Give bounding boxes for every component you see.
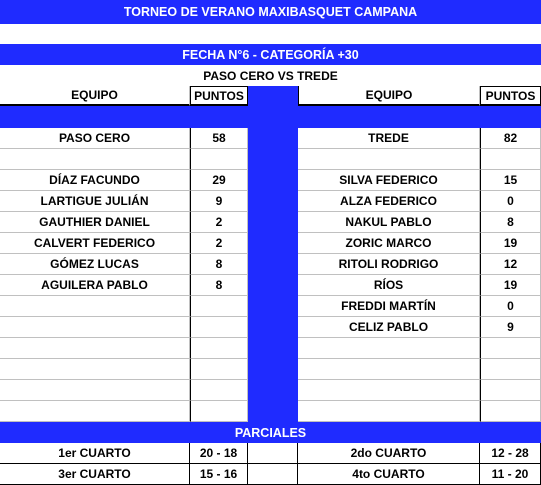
quarter-label: 4to CUARTO — [298, 464, 480, 485]
quarter-label: 1er CUARTO — [0, 443, 190, 464]
left-player-points: 29 — [190, 170, 248, 191]
matchup-title: PASO CERO VS TREDE — [203, 68, 338, 83]
left-team-points: 58 — [190, 128, 248, 149]
empty-cell — [298, 359, 480, 380]
empty-cell — [190, 149, 248, 170]
empty-cell — [0, 401, 190, 422]
empty-cell — [480, 380, 541, 401]
right-puntos-header: PUNTOS — [480, 86, 541, 106]
spacer-cell — [248, 464, 298, 485]
empty-cell — [298, 149, 480, 170]
left-puntos-header: PUNTOS — [190, 86, 248, 106]
empty-cell — [190, 401, 248, 422]
right-equipo-header: EQUIPO — [298, 86, 480, 106]
right-player-points: 19 — [480, 233, 541, 254]
left-player-name: GAUTHIER DANIEL — [0, 212, 190, 233]
right-player-name: FREDDI MARTÍN — [298, 296, 480, 317]
quarter-score: 20 - 18 — [190, 443, 248, 464]
right-player-name: ZORIC MARCO — [298, 233, 480, 254]
quarter-score: 11 - 20 — [480, 464, 541, 485]
empty-cell — [480, 149, 541, 170]
right-player-points: 0 — [480, 191, 541, 212]
right-player-name: RÍOS — [298, 275, 480, 296]
parciales-header: PARCIALES — [0, 422, 541, 443]
left-player-name: DÍAZ FACUNDO — [0, 170, 190, 191]
fecha-header: FECHA N°6 - CATEGORÍA +30 — [0, 44, 541, 65]
left-player-name: AGUILERA PABLO — [0, 275, 190, 296]
quarter-score: 12 - 28 — [480, 443, 541, 464]
quarter-score: 15 - 16 — [190, 464, 248, 485]
empty-cell — [298, 338, 480, 359]
empty-cell — [190, 338, 248, 359]
empty-cell — [480, 401, 541, 422]
empty-cell — [0, 338, 190, 359]
left-player-name: LARTIGUE JULIÁN — [0, 191, 190, 212]
quarter-label: 3er CUARTO — [0, 464, 190, 485]
right-player-name: NAKUL PABLO — [298, 212, 480, 233]
empty-cell — [0, 359, 190, 380]
right-player-points: 19 — [480, 275, 541, 296]
empty-cell — [190, 359, 248, 380]
quarter-label: 2do CUARTO — [298, 443, 480, 464]
right-player-points: 8 — [480, 212, 541, 233]
right-player-points: 15 — [480, 170, 541, 191]
right-player-name: RITOLI RODRIGO — [298, 254, 480, 275]
right-player-name: ALZA FEDERICO — [298, 191, 480, 212]
tournament-title: TORNEO DE VERANO MAXIBASQUET CAMPANA — [0, 0, 541, 24]
spacer-cell — [248, 443, 298, 464]
right-player-name: SILVA FEDERICO — [298, 170, 480, 191]
empty-cell — [0, 149, 190, 170]
empty-cell — [190, 296, 248, 317]
empty-cell — [0, 317, 190, 338]
empty-cell — [298, 380, 480, 401]
right-team-name: TREDE — [298, 128, 480, 149]
left-player-name: GÓMEZ LUCAS — [0, 254, 190, 275]
center-divider-column — [248, 86, 298, 422]
left-equipo-header: EQUIPO — [0, 86, 190, 106]
empty-cell — [480, 338, 541, 359]
empty-cell — [0, 296, 190, 317]
right-player-points: 12 — [480, 254, 541, 275]
empty-cell — [190, 317, 248, 338]
left-player-points: 2 — [190, 212, 248, 233]
left-player-name: CALVERT FEDERICO — [0, 233, 190, 254]
empty-cell — [480, 359, 541, 380]
left-player-points: 9 — [190, 191, 248, 212]
empty-cell — [190, 380, 248, 401]
right-team-points: 82 — [480, 128, 541, 149]
empty-cell — [298, 401, 480, 422]
right-player-points: 0 — [480, 296, 541, 317]
left-player-points: 8 — [190, 254, 248, 275]
left-team-name: PASO CERO — [0, 128, 190, 149]
spacer-row — [0, 24, 541, 42]
left-player-points: 8 — [190, 275, 248, 296]
left-player-points: 2 — [190, 233, 248, 254]
right-player-points: 9 — [480, 317, 541, 338]
right-player-name: CELIZ PABLO — [298, 317, 480, 338]
empty-cell — [0, 380, 190, 401]
